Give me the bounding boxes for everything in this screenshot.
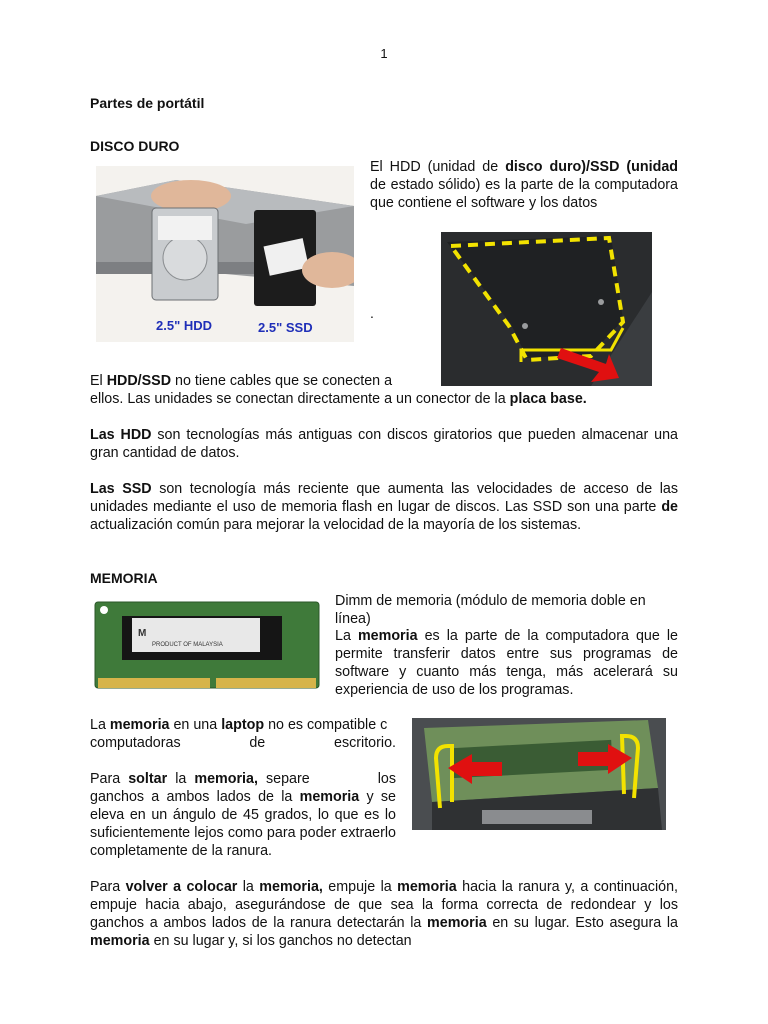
soltar-bold-3: memoria — [299, 789, 360, 805]
soltar-bold-2: memoria, — [194, 771, 258, 787]
ssd-paragraph-bold-2: de — [661, 499, 678, 515]
colocar-bold-3: memoria — [397, 879, 457, 895]
colocar-bold-1: volver a colocar — [125, 879, 238, 895]
memoria-laptop-line2: computadoras de escritorio. — [90, 735, 396, 751]
ssd-paragraph-text-2: actualización común para mejorar la velocidad de la mayoría de los sistemas. — [90, 517, 582, 533]
hdd-cables-text-3: ellos. Las unidades se conectan directamente a un conector de la — [90, 391, 506, 407]
hdd-paragraph — [90, 426, 678, 462]
page-number: 1 — [380, 46, 388, 61]
ram-label-brand: M — [138, 628, 147, 639]
memory-slot-photo — [412, 718, 666, 830]
hdd-photo-label: 2.5" HDD — [156, 318, 213, 333]
colocar-text-5: en su lugar. Esto asegura la — [492, 915, 678, 931]
hdd-intro-bold-1: disco duro)/SSD (unidad — [505, 159, 679, 175]
soltar-text-4: ganchos a ambos lados de la — [90, 789, 293, 805]
stray-dot: . — [370, 305, 374, 321]
hdd-cables-bold-1: HDD/SSD — [106, 373, 172, 389]
ssd-paragraph — [90, 480, 678, 534]
hdd-ssd-photo — [96, 166, 354, 342]
colocar-bold-2: memoria, — [259, 879, 323, 895]
hdd-intro — [370, 158, 678, 212]
hdd-bay-photo — [441, 232, 652, 386]
soltar-text-5: y se eleva en un ángulo de 45 grados, lo que es lo suficientemente lejos como para poder extraerlo completamente de la ranura. — [90, 789, 396, 859]
hdd-cables-bold-2: placa base. — [509, 391, 587, 407]
colocar-text-4: hacia la ranura y, a continuación, empuje hacia abajo, asegurándose de que sea la forma correcta de redondear y los ganchos a ambos lados de la ranura detectarán la — [90, 879, 678, 931]
hdd-cables-text-2: no tiene cables que se conecten a — [175, 373, 393, 389]
memoria-laptop-bold-2: laptop — [221, 717, 265, 733]
hdd-paragraph-bold: Las HDD — [90, 427, 152, 443]
soltar-text-3: separe los — [265, 771, 396, 787]
memoria-laptop-text-2: en una — [173, 717, 218, 733]
ram-label-origin: PRODUCT OF MALAYSIA — [152, 642, 223, 648]
soltar-text-2: la — [175, 771, 187, 787]
colocar-bold-5: memoria — [90, 933, 150, 949]
ssd-paragraph-bold-1: Las SSD — [90, 481, 152, 497]
memoria-def-text-2: es la parte de la computadora que le permite transferir datos entre sus programas de software y cuanto más tenga, más acelerará su experiencia de uso de los programas. — [335, 628, 678, 698]
ssd-photo-label: 2.5" SSD — [258, 320, 313, 335]
colocar-text-6: en su lugar y, si los ganchos no detectan — [153, 933, 412, 949]
colocar-text-2: la — [242, 879, 254, 895]
hdd-cables-line2 — [90, 390, 690, 408]
ssd-paragraph-text-1: son tecnología más reciente que aumenta las velocidades de acceso de las unidades mediante el uso de memoria flash en lugar de discos. Las SSD son una parte — [90, 481, 678, 515]
memoria-colocar — [90, 878, 678, 950]
memoria-def-bold-1: memoria — [357, 628, 418, 644]
hdd-paragraph-text: son tecnologías más antiguas con discos giratorios que pueden almacenar una gran cantidad de datos. — [90, 427, 678, 461]
hdd-intro-text-2: de estado sólido) es la parte de la computadora que contiene el software y los datos — [370, 177, 678, 211]
hdd-intro-text-1: El HDD (unidad de — [370, 159, 499, 175]
colocar-text-1: Para — [90, 879, 121, 895]
ram-module-photo — [92, 598, 322, 696]
section-heading-disco-duro: DISCO DURO — [90, 138, 180, 154]
section-heading-memoria: MEMORIA — [90, 570, 158, 586]
memoria-definition — [335, 627, 678, 699]
page-title: Partes de portátil — [90, 95, 205, 111]
memoria-soltar — [90, 770, 396, 860]
memoria-def-text-1: La — [335, 628, 351, 644]
memoria-laptop-bold-1: memoria — [109, 717, 170, 733]
dimm-text: Dimm de memoria (módulo de memoria doble en línea) — [335, 593, 646, 627]
memoria-laptop-text-1: La — [90, 717, 106, 733]
colocar-bold-4: memoria — [427, 915, 487, 931]
memoria-laptop-line1 — [90, 716, 412, 734]
soltar-bold-1: soltar — [128, 771, 168, 787]
hdd-cables-text-1: El — [90, 373, 103, 389]
hdd-cables-line1 — [90, 372, 430, 390]
memoria-laptop-text-3: no es compatible c — [268, 717, 388, 733]
soltar-text-1: Para — [90, 771, 121, 787]
colocar-text-3: empuje la — [328, 879, 392, 895]
